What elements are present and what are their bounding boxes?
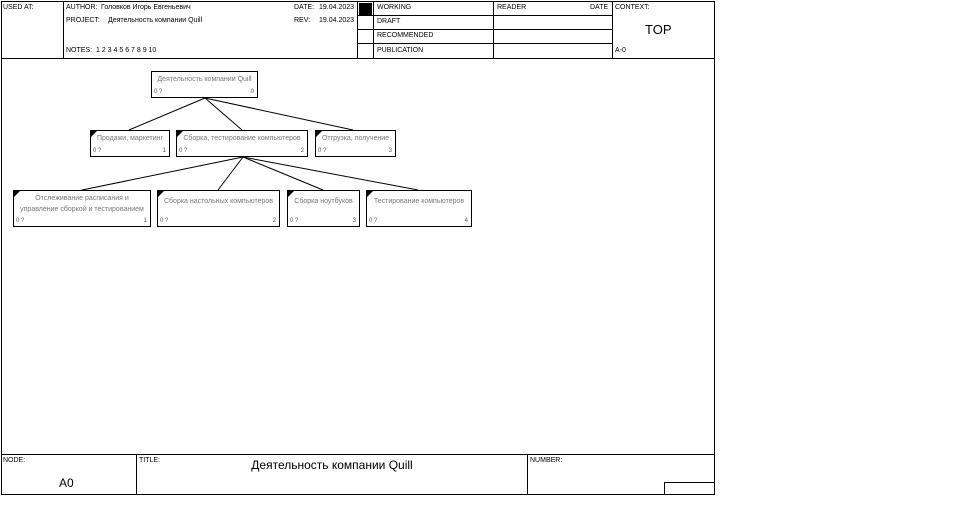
activity-box-desktop-assembly[interactable] — [157, 190, 280, 227]
notes-value: 1 2 3 4 5 6 7 8 9 10 — [96, 47, 157, 54]
activity-label: Сборка, тестирование компьютеров — [183, 135, 301, 142]
author-value: Головков Игорь Евгеньевич — [101, 4, 191, 11]
status-publication: PUBLICATION — [377, 47, 424, 54]
context-node: A-0 — [615, 47, 626, 54]
reader-label: READER — [497, 4, 527, 11]
activity-number: 2 — [272, 218, 276, 224]
activity-label: Деятельность компании Quill — [157, 76, 252, 83]
author-label: AUTHOR: — [66, 4, 98, 11]
activity-label: Сборка ноутбуков — [294, 198, 353, 205]
activity-cost: 0 ? — [179, 148, 188, 154]
activity-cost: 0 ? — [290, 218, 299, 224]
status-draft: DRAFT — [377, 18, 401, 25]
link-root-to-sales — [129, 98, 205, 130]
link-assembly-to-laptop — [243, 157, 323, 190]
activity-cost: 0 ? — [154, 89, 163, 95]
activity-number: 3 — [388, 148, 392, 154]
page-number-box — [664, 482, 715, 495]
activity-label: Продажи, маркетинг — [96, 135, 164, 142]
activity-label: Сборка настольных компьютеров — [163, 198, 273, 205]
node-label: NODE: — [3, 457, 26, 464]
activity-label: Тестирование компьютеров — [373, 198, 465, 205]
activity-box-computer-testing[interactable] — [366, 190, 472, 227]
reader-date-label: DATE — [590, 4, 609, 11]
activity-box-sales-marketing[interactable] — [90, 130, 170, 157]
activity-number: 1 — [143, 218, 147, 224]
link-assembly-to-testing — [243, 157, 418, 190]
project-label: PROJECT: — [66, 17, 100, 24]
rev-value: 19.04.2023 — [319, 17, 355, 24]
activity-number: 1 — [162, 148, 166, 154]
node-value: A0 — [59, 476, 74, 490]
used-at-label: USED AT: — [3, 4, 34, 11]
activity-label: Отгрузка, получение — [321, 135, 390, 142]
date-label: DATE: — [294, 4, 315, 11]
context-value: TOP — [645, 22, 672, 37]
number-label: NUMBER: — [530, 457, 563, 464]
title-label: TITLE: — [139, 457, 161, 464]
link-root-to-assembly — [205, 98, 242, 130]
status-working: WORKING — [377, 4, 412, 11]
activity-number: 4 — [464, 218, 468, 224]
footer-top-line — [1, 454, 715, 455]
notes-label: NOTES: — [66, 47, 93, 54]
project-value: Деятельность компании Quill — [108, 17, 203, 24]
link-root-to-shipping — [205, 98, 353, 130]
activity-box-laptop-assembly[interactable] — [287, 190, 360, 227]
rev-label: REV: — [294, 17, 311, 24]
footer-divider-2 — [527, 454, 528, 495]
activity-cost: 0 ? — [16, 218, 25, 224]
activity-cost: 0 ? — [160, 218, 169, 224]
activity-cost: 0 ? — [318, 148, 327, 154]
activity-cost: 0 ? — [93, 148, 102, 154]
activity-number: 3 — [352, 218, 356, 224]
date-value: 19.04.2023 — [319, 4, 355, 11]
diagram-title: Деятельность компании Quill — [251, 458, 413, 472]
context-label: CONTEXT: — [615, 4, 650, 11]
activity-box-root[interactable] — [151, 71, 258, 98]
activity-cost: 0 ? — [369, 218, 378, 224]
activity-number: 2 — [300, 148, 304, 154]
link-assembly-to-desktop — [218, 157, 243, 190]
activity-box-assembly-testing[interactable] — [176, 130, 308, 157]
activity-label: Отслеживание расписания и управление сборкой и тестированием — [20, 195, 144, 213]
activity-box-scheduling-management[interactable] — [13, 190, 151, 227]
status-recommended: RECOMMENDED — [377, 32, 434, 39]
activity-number: 0 — [250, 89, 254, 95]
activity-box-shipping-receiving[interactable] — [315, 130, 396, 157]
link-assembly-to-scheduling — [82, 157, 243, 190]
